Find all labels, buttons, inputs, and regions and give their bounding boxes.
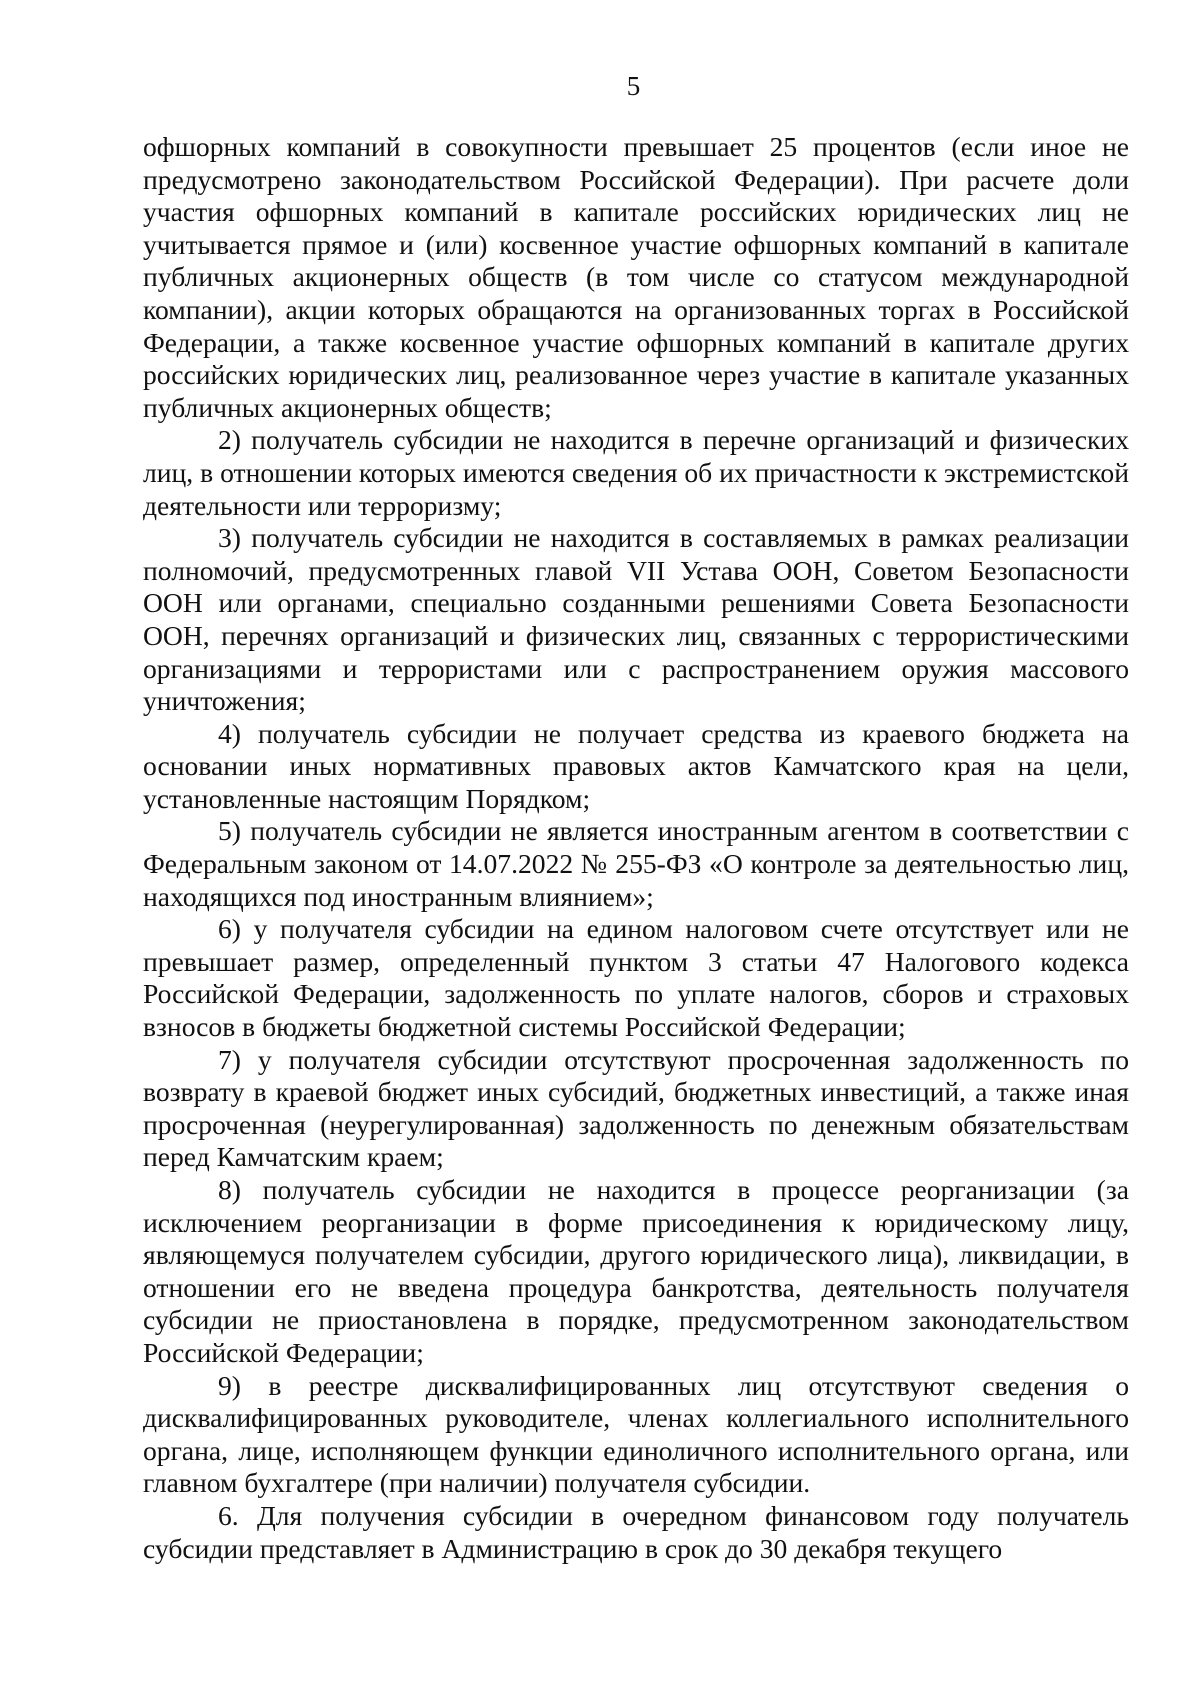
page-number: 5 (626, 71, 641, 101)
paragraph-item-3: 3) получатель субсидии не находится в составляемых в рамках реализации полномочий, предусмотренных главой VII Устава ООН, Советом Безопасности ООН или органами, специально созданными решениями Совета Безопасности ООН, перечнях организаций и физических лиц, связанных с террористическими организациями и террористами или с распространением оружия массового уничтожения; (143, 522, 1129, 717)
paragraph-item-6: 6) у получателя субсидии на едином налоговом счете отсутствует или не превышает размер, определенный пунктом 3 статьи 47 Налогового кодекса Российской Федерации, задолженность по уплате налогов, сборов и страховых взносов в бюджеты бюджетной системы Российской Федерации; (143, 913, 1129, 1043)
paragraph-item-8: 8) получатель субсидии не находится в процессе реорганизации (за исключением реорганизации в форме присоединения к юридическому лицу, являющемуся получателем субсидии, другого юридического лица), ликвидации, в отношении его не введена процедура банкротства, деятельность получателя субсидии не приостановлена в порядке, предусмотренном законодательством Российской Федерации; (143, 1174, 1129, 1368)
paragraph-item-7: 7) у получателя субсидии отсутствуют просроченная задолженность по возврату в краевой бюджет иных субсидий, бюджетных инвестиций, а также иная просроченная (неурегулированная) задолженность по денежным обязательствам перед Камчатским краем; (143, 1043, 1129, 1173)
paragraph-continuation: офшорных компаний в совокупности превышает 25 процентов (если иное не предусмотрено законодательством Российской Федерации). При расчете доли участия офшорных компаний в капитале российских юридических лиц не учитывается прямое и (или) косвенное участие офшорных компаний в капитале публичных акционерных обществ (в том числе со статусом международной компании), акции которых обращаются на организованных торгах в Российской Федерации, а также косвенное участие офшорных компаний в капитале других российских юридических лиц, реализованное через участие в капитале указанных публичных акционерных обществ; (143, 131, 1129, 423)
document-body (143, 131, 1129, 1565)
paragraph-section-6: 6. Для получения субсидии в очередном финансовом году получатель субсидии представляет в Администрацию в срок до 30 декабря текущего (143, 1499, 1129, 1564)
paragraph-item-9: 9) в реестре дисквалифицированных лиц отсутствуют сведения о дисквалифицированных руководителе, членах коллегиального исполнительного органа, лице, исполняющем функции единоличного исполнительного органа, или главном бухгалтере (при наличии) получателя субсидии. (143, 1369, 1129, 1499)
paragraph-item-5: 5) получатель субсидии не является иностранным агентом в соответствии с Федеральным законом от 14.07.2022 № 255-ФЗ «О контроле за деятельностью лиц, находящихся под иностранным влиянием»; (143, 815, 1129, 912)
paragraph-item-4: 4) получатель субсидии не получает средства из краевого бюджета на основании иных нормативных правовых актов Камчатского края на цели, установленные настоящим Порядком; (143, 717, 1129, 814)
paragraph-item-2: 2) получатель субсидии не находится в перечне организаций и физических лиц, в отношении которых имеются сведения об их причастности к экстремистской деятельности или терроризму; (143, 424, 1129, 521)
